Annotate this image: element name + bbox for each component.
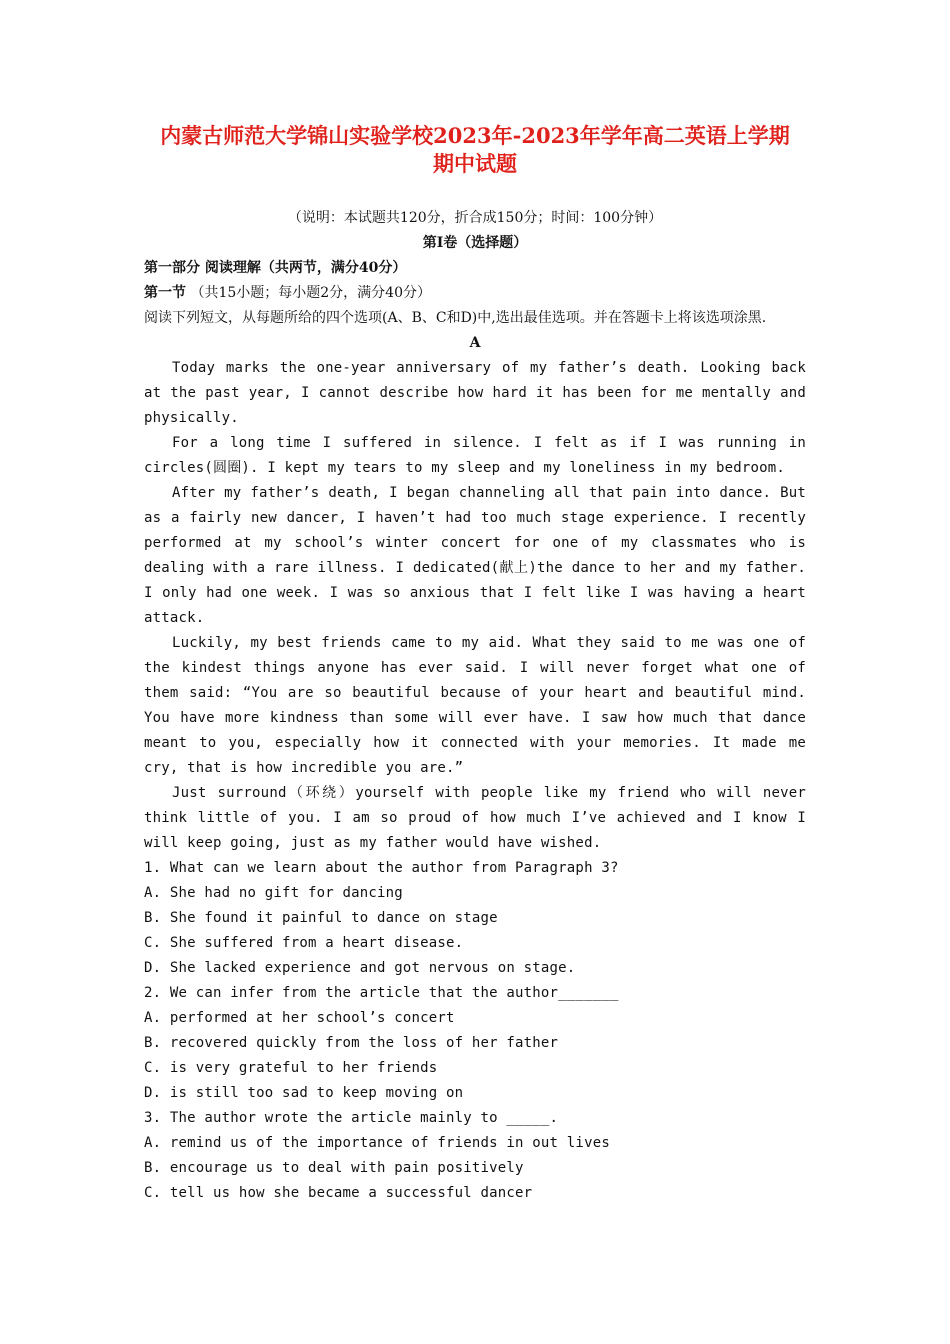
passage-paragraph: Luckily, my best friends came to my aid. What they said to me was one of the kindest things anyone has ever said. I will never forget what one of them said: “You are so beautiful because of your heart and beautiful mind. You have more kindness than some will ever have. I saw how much that dance meant to you, especially how it connected with your memories. It made me cry, that is how incredible you are.” xyxy=(144,635,806,776)
passage-paragraph: After my father’s death, I began channeling all that pain into dance. But as a fairly new dancer, I haven’t had too much stage experience. I recently performed at my school’s winter concert for one of my classmates who is dealing with a rare illness. I dedicated(献上)the dance to her and my father. I only had one week. I was so anxious that I felt like I was having a heart attack. xyxy=(144,485,806,626)
question-option: C. tell us how she became a successful dancer xyxy=(144,1185,533,1201)
passage-paragraph: For a long time I suffered in silence. I felt as if I was running in circles(圆圈). I kept my tears to my sleep and my loneliness in my bedroom. xyxy=(144,435,806,476)
exam-page xyxy=(144,122,806,1206)
section-description: （共15小题；每小题2分，满分40分） xyxy=(190,285,431,301)
question-option: B. encourage us to deal with pain positively xyxy=(144,1160,524,1176)
question-option: A. She had no gift for dancing xyxy=(144,885,403,901)
question-option: A. remind us of the importance of friends in out lives xyxy=(144,1135,610,1151)
question-option: D. She lacked experience and got nervous on stage. xyxy=(144,960,576,976)
passage-paragraph: Just surround（环绕）yourself with people like my friend who will never think little of you. I am so proud of how much I’ve achieved and I know I will keep going, just as my father would have wished. xyxy=(144,785,806,851)
passage-label: A xyxy=(469,335,481,351)
question-option: B. She found it painful to dance on stage xyxy=(144,910,498,926)
question-option: B. recovered quickly from the loss of her father xyxy=(144,1035,559,1051)
question-stem: 2. We can infer from the article that the author_______ xyxy=(144,985,619,1001)
question-option: C. is very grateful to her friends xyxy=(144,1060,438,1076)
exam-title xyxy=(144,122,806,178)
questions xyxy=(144,856,806,1206)
passage-paragraph: Today marks the one-year anniversary of my father’s death. Looking back at the past year, I cannot describe how hard it has been for me mentally and physically. xyxy=(144,360,806,426)
question-option: A. performed at her school’s concert xyxy=(144,1010,455,1026)
question-option: D. is still too sad to keep moving on xyxy=(144,1085,464,1101)
question-option: C. She suffered from a heart disease. xyxy=(144,935,464,951)
volume-heading: 第Ⅰ卷（选择题） xyxy=(422,235,528,251)
section-heading xyxy=(144,281,806,306)
title-line-2: 期中试题 xyxy=(433,151,517,176)
exam-note: （说明：本试题共120分，折合成150分；时间：100分钟） xyxy=(287,210,663,226)
question-stem: 3. The author wrote the article mainly to _____. xyxy=(144,1110,559,1126)
title-line-1: 内蒙古师范大学锦山实验学校2023年-2023年学年高二英语上学期 xyxy=(160,123,790,148)
question-stem: 1. What can we learn about the author from Paragraph 3? xyxy=(144,860,619,876)
part-heading: 第一部分 阅读理解（共两节，满分40分） xyxy=(144,260,407,276)
instruction-text: 阅读下列短文，从每题所给的四个选项(A、B、C和D)中,选出最佳选项。并在答题卡上将该选项涂黑. xyxy=(144,310,767,326)
section-label: 第一节 xyxy=(144,285,186,301)
passage-body xyxy=(144,356,806,856)
